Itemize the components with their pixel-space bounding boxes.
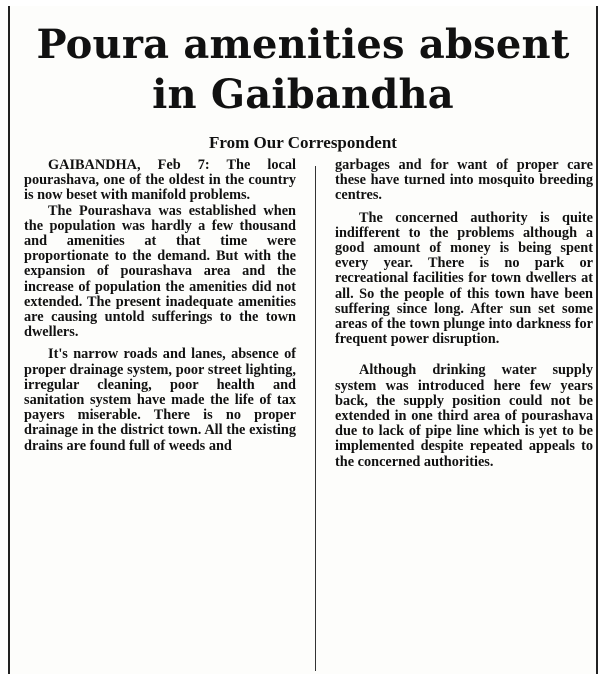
paragraph: garbages and for want of proper care these have turned into mosquito breeding centres.: [335, 157, 593, 204]
headline: [10, 20, 596, 120]
column-divider: [315, 166, 316, 671]
paragraph: Although drinking water supply system was introduced here few years back, the supply position could not be extended in one third area of pourashava due to lack of pipe line which is yet to be implemented despite repeated appeals to the concerned authorities.: [335, 362, 593, 470]
article-body: [10, 158, 596, 674]
headline-line-2: in Gaibandha: [152, 71, 454, 118]
right-column: [335, 158, 593, 470]
paragraph: The concerned authority is quite indifferent to the problems although a good amount of money is being spent every year. There is no park or recreational facilities for town dwellers at all. So the people of this town have been suffering since long. After sun set some areas of the town plunge into darkness for frequent power disruption.: [335, 209, 593, 348]
byline: From Our Correspondent: [209, 133, 397, 152]
newspaper-clipping: [8, 6, 598, 674]
paragraph: It's narrow roads and lanes, absence of proper drainage system, poor street lighting, irregular cleaning, poor health and sanitation system have made the life of tax payers miserable. There is no proper drainage in the district town. All the existing drains are found full of weeds and: [24, 346, 296, 454]
paragraph: The Pourashava was established when the population was hardly a few thousand and amenities at that time were proportionate to the demand. But with the expansion of pourashava area and the increase of population the amenities did not extended. The present inadequate amenities are causing untold sufferings to the town dwellers.: [24, 202, 296, 341]
paragraph: GAIBANDHA, Feb 7: The local pourashava, one of the oldest in the country is now beset with manifold problems.: [24, 157, 296, 204]
headline-line-1: Poura amenities absent: [36, 21, 570, 68]
left-column: [24, 158, 296, 454]
